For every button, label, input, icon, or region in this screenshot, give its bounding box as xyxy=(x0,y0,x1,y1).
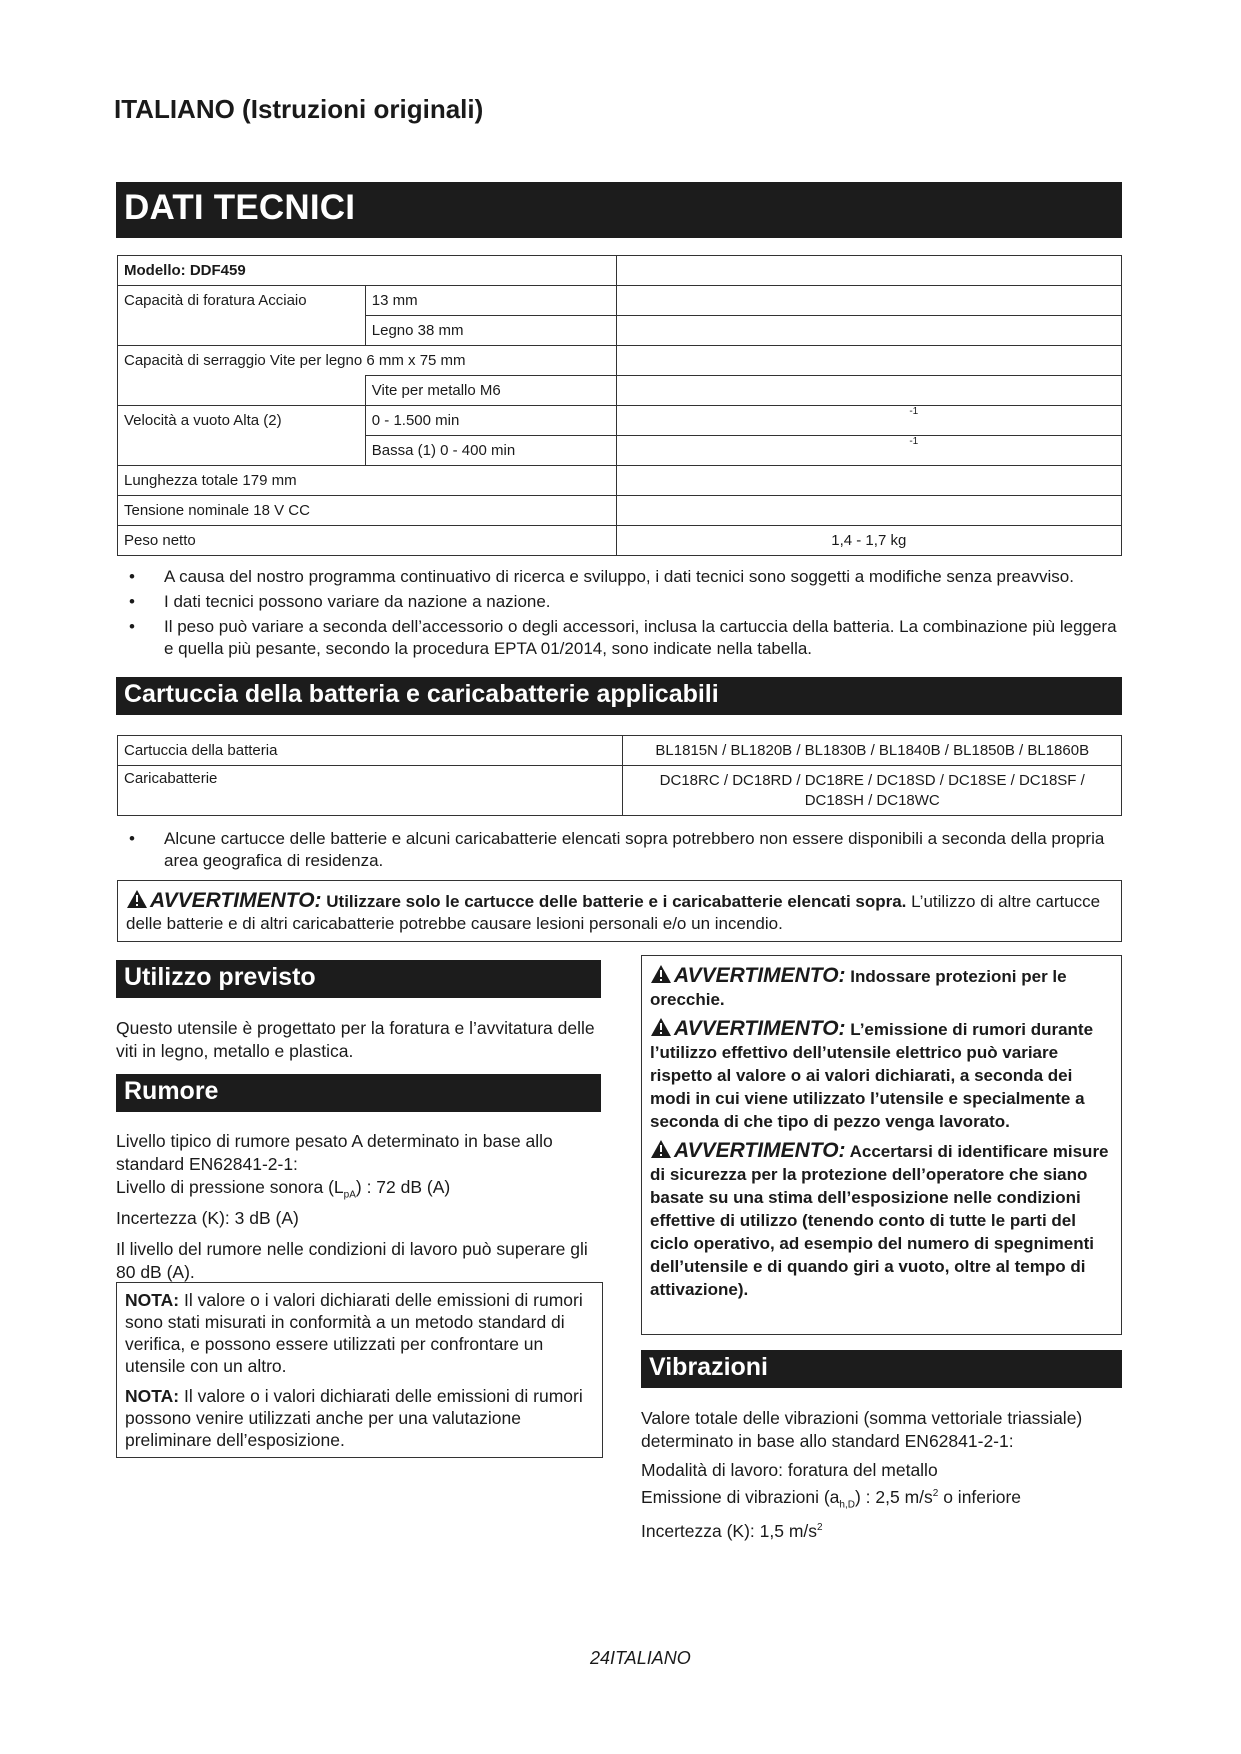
spec-length: Lunghezza totale 179 mm xyxy=(118,466,617,496)
spec-voltage: Tensione nominale 18 V CC xyxy=(118,496,617,526)
section-rumore: Rumore xyxy=(116,1074,601,1112)
warning-main-bold: Utilizzare solo le cartucce delle batterie e i caricabatterie elencati sopra. xyxy=(326,892,907,911)
rumore-incertezza: Incertezza (K): 3 dB (A) xyxy=(116,1207,299,1228)
charger-models: DC18RC / DC18RD / DC18RE / DC18SD / DC18SE / DC18SF / DC18SH / DC18WC xyxy=(623,766,1122,816)
warning-icon xyxy=(650,964,672,984)
warning-label: AVVERTIMENTO: xyxy=(150,889,322,912)
warning-main xyxy=(117,880,1122,942)
utilizzo-text: Questo utensile è progettato per la foratura e l’avvitatura delle viti in legno, metallo e plastica. xyxy=(116,1018,595,1061)
spec-speed-label: Velocità a vuoto Alta (2) xyxy=(118,406,366,436)
warning-main-text: L’utilizzo di altre cartucce delle batterie e di altri caricabatterie potrebbe causare lesioni personali e/o un incendio. xyxy=(126,892,1101,933)
vibrazioni-incertezza: Incertezza (K): 1,5 $m/s^2$ xyxy=(641,1521,823,1542)
spec-speed-high-unit: -1 xyxy=(909,406,919,417)
spec-drilling-steel: 13 mm xyxy=(365,286,616,316)
battery-models: BL1815N / BL1820B / BL1830B / BL1840B / BL1850B / BL1860B xyxy=(623,736,1122,766)
charger-label: Caricabatterie xyxy=(118,766,623,816)
rumore-pressione: Livello di pressione sonora $(L_{pA})$ : 72 dB (A) xyxy=(116,1177,451,1201)
warning-icon xyxy=(650,1017,672,1037)
spec-model: Modello: DDF459 xyxy=(118,256,617,286)
spec-drilling-label: Capacità di foratura Acciaio xyxy=(118,286,366,316)
battery-table xyxy=(117,735,1122,816)
vibrazioni-modalita: Modalità di lavoro: foratura del metallo xyxy=(641,1460,938,1480)
spec-speed-low-unit: -1 xyxy=(909,436,919,447)
spec-note-3: • Il peso può variare a seconda dell’accessorio o degli accessori, inclusa la cartuccia della batteria. La combinazione più leggera e quella più pesante, secondo la procedura EPTA 01/2014, sono indicate nella tabella. xyxy=(117,616,1127,660)
rumore-livello: Il livello del rumore nelle condizioni di lavoro può superare gli 80 dB (A). xyxy=(116,1238,588,1282)
spec-fastening-wood: Capacità di serraggio Vite per legno 6 mm x 75 mm xyxy=(118,346,617,376)
vibrazioni-block xyxy=(641,1407,1126,1543)
document-title: ITALIANO (Istruzioni originali) xyxy=(114,94,484,124)
rumore-note-1: NOTA: Il valore o i valori dichiarati delle emissioni di rumori sono stati misurati in conformità a un metodo standard di verifica, e possono essere utilizzati per confrontare un utensile con un altro. xyxy=(125,1290,583,1376)
battery-notes xyxy=(117,828,1127,875)
rumore-notes xyxy=(116,1282,603,1458)
spec-drilling-wood: Legno 38 mm xyxy=(365,316,616,346)
warning-right-3: AVVERTIMENTO: Accertarsi di identificare misure di sicurezza per la protezione dell’operatore che siano basate su una stima dell’esposizione nelle condizioni effettive di utilizzo (tenendo conto di tutte le parti del ciclo operativo, ad esempio del numero di spegnimenti dell’utensile e di quando giri a vuoto, oltre al tempo di attivazione). xyxy=(650,1139,1109,1299)
warning-right-2: AVVERTIMENTO: L’emissione di rumori durante l’utilizzo effettivo dell’utensile elettrico può variare rispetto al valore o ai valori dichiarati, a seconda dei modi in cui viene utilizzato l’utensile e specialmente a seconda di che tipo di pezzo venga lavorato. xyxy=(650,1017,1094,1131)
warning-icon xyxy=(650,1139,672,1159)
spec-weight-label: Peso netto xyxy=(118,526,617,556)
battery-label: Cartuccia della batteria xyxy=(118,736,623,766)
warnings-right xyxy=(641,955,1122,1335)
spec-speed-high: 0 - 1.500 min xyxy=(365,406,616,436)
spec-speed-low: Bassa (1) 0 - 400 min xyxy=(365,436,616,466)
page-footer: 24ITALIANO xyxy=(590,1648,691,1668)
rumore-intro: Livello tipico di rumore pesato A determinato in base allo standard EN62841-2-1: xyxy=(116,1131,553,1174)
rumore-block xyxy=(116,1130,601,1284)
section-dati-tecnici: DATI TECNICI xyxy=(116,182,1122,238)
warning-right-1: AVVERTIMENTO: Indossare protezioni per le orecchie. xyxy=(650,964,1067,1009)
section-utilizzo: Utilizzo previsto xyxy=(116,960,601,998)
vibrazioni-intro: Valore totale delle vibrazioni (somma vettoriale triassiale) determinato in base allo standard EN62841-2-1: xyxy=(641,1408,1083,1451)
battery-note: • Alcune cartucce delle batterie e alcuni caricabatterie elencati sopra potrebbero non essere disponibili a seconda della propria area geografica di residenza. xyxy=(117,828,1127,872)
section-vibrazioni: Vibrazioni xyxy=(641,1350,1122,1388)
section-cartuccia: Cartuccia della batteria e caricabatterie applicabili xyxy=(116,677,1122,715)
spec-note-2: • I dati tecnici possono variare da nazione a nazione. xyxy=(117,591,1127,613)
spec-fastening-metal: Vite per metallo M6 xyxy=(365,376,616,406)
spec-note-1: • A causa del nostro programma continuativo di ricerca e sviluppo, i dati tecnici sono soggetti a modifiche senza preavviso. xyxy=(117,566,1127,588)
vibrazioni-emissione: Emissione di vibrazioni $(a_{h,D})$ : 2,5 $m/s^2$ o inferiore xyxy=(641,1486,1022,1511)
rumore-note-2: NOTA: Il valore o i valori dichiarati delle emissioni di rumori possono venire utilizzati anche per una valutazione preliminare dell’esposizione. xyxy=(125,1386,583,1450)
spec-weight-value: 1,4 - 1,7 kg xyxy=(616,526,1121,556)
spec-notes xyxy=(117,566,1127,663)
warning-icon xyxy=(126,889,148,909)
spec-table xyxy=(117,255,1122,556)
